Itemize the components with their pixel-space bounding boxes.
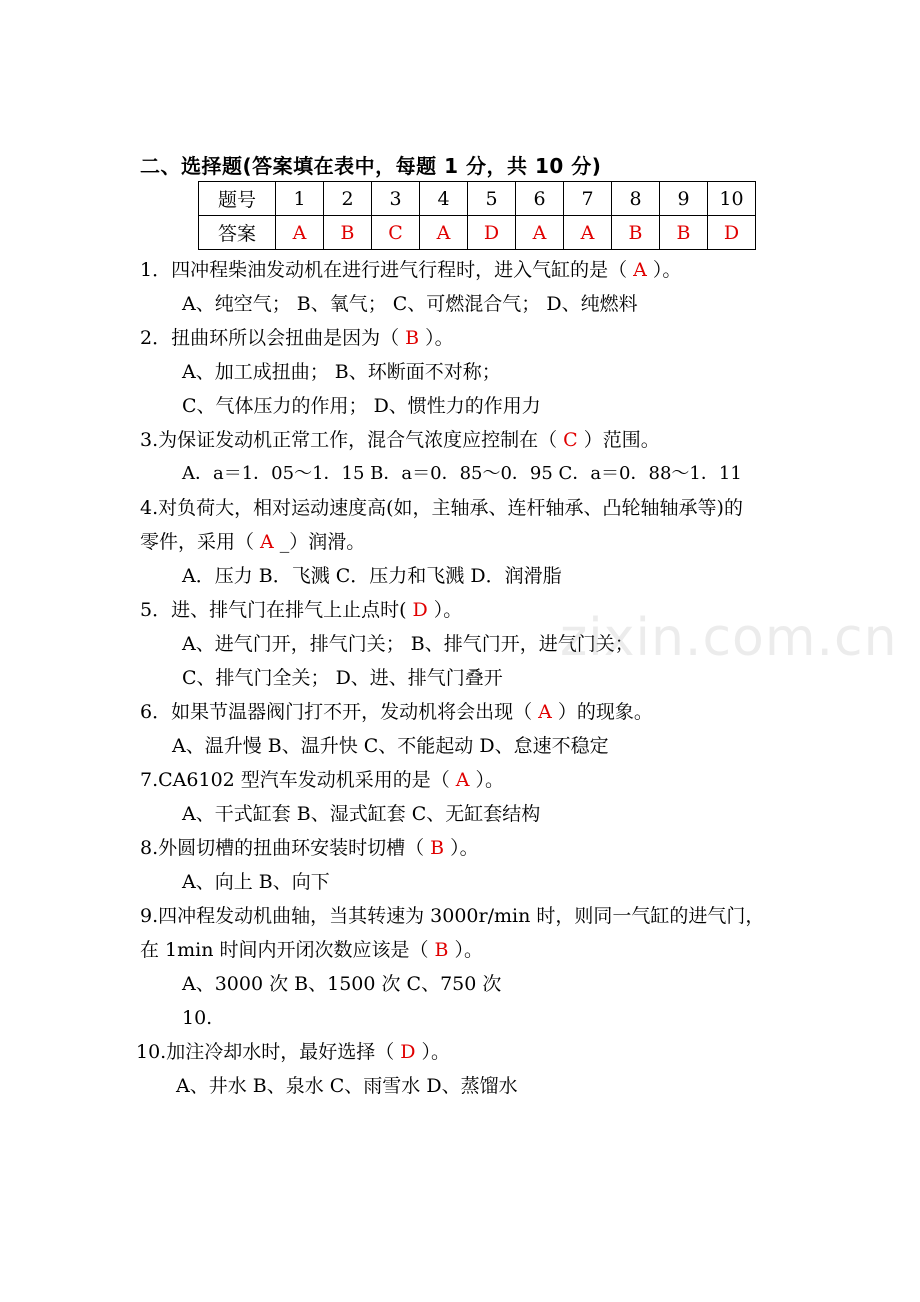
question-10-stem bbox=[136, 1039, 450, 1065]
question-2-options: A、加工成扭曲； B、环断面不对称； bbox=[182, 361, 501, 383]
question-3-options: A．a＝1．05～1．15 B．a＝0．85～0．95 C．a＝0．88～1．11 bbox=[182, 463, 742, 484]
question-3-stem bbox=[140, 427, 660, 453]
table-answer-cell: A bbox=[564, 216, 612, 250]
question-text: ）范围。 bbox=[583, 429, 660, 451]
question-answer: C bbox=[563, 429, 578, 451]
question-text: ）。 bbox=[433, 599, 463, 621]
question-4-stem bbox=[140, 529, 365, 555]
table-number-cell: 5 bbox=[468, 182, 516, 216]
section-title: 二、选择题(答案填在表中，每题 1 分，共 10 分) bbox=[140, 154, 602, 178]
table-header-number: 题号 bbox=[199, 182, 276, 216]
question-text: ）。 bbox=[652, 259, 682, 281]
question-9-options: A、3000 次 B、1500 次 C、750 次 bbox=[182, 973, 502, 995]
question-2-stem bbox=[140, 325, 454, 351]
question-text: 1．四冲程柴油发动机在进行进气行程时，进入气缸的是（ bbox=[140, 259, 628, 281]
question-text: 10.加注冷却水时，最好选择（ bbox=[136, 1041, 395, 1063]
question-answer: B bbox=[405, 327, 420, 349]
question-answer: D bbox=[412, 599, 428, 621]
question-text: 5．进、排气门在排气上止点时( bbox=[140, 599, 407, 621]
table-number-cell: 6 bbox=[516, 182, 564, 216]
table-header-answer: 答案 bbox=[199, 216, 276, 250]
question-answer: A bbox=[633, 259, 647, 281]
question-text: ）。 bbox=[475, 769, 505, 791]
question-text: _）润滑。 bbox=[279, 531, 366, 553]
question-8-options: A、向上 B、向下 bbox=[182, 871, 330, 893]
question-answer: A bbox=[538, 701, 552, 723]
question-text: 6．如果节温器阀门打不开，发动机将会出现（ bbox=[140, 701, 533, 723]
watermark: zixin.com.cn bbox=[560, 608, 898, 668]
question-5-options: A、进气门开，排气门关； B、排气门开，进气门关； bbox=[182, 633, 634, 655]
table-number-cell: 2 bbox=[324, 182, 372, 216]
answer-table-answer-row bbox=[199, 216, 756, 250]
question-text: 3.为保证发动机正常工作，混合气浓度应控制在（ bbox=[140, 429, 558, 451]
table-number-cell: 9 bbox=[660, 182, 708, 216]
table-number-cell: 4 bbox=[420, 182, 468, 216]
table-number-cell: 3 bbox=[372, 182, 420, 216]
table-answer-cell: A bbox=[420, 216, 468, 250]
question-text: 7.CA6102 型汽车发动机采用的是（ bbox=[140, 769, 450, 791]
question-text: 零件，采用（ bbox=[140, 531, 255, 553]
question-answer: B bbox=[434, 939, 449, 961]
table-answer-cell: D bbox=[468, 216, 516, 250]
question-answer: D bbox=[400, 1041, 416, 1063]
table-answer-cell: C bbox=[372, 216, 420, 250]
table-answer-cell: B bbox=[660, 216, 708, 250]
question-answer: A bbox=[260, 531, 274, 553]
table-number-cell: 7 bbox=[564, 182, 612, 216]
question-6-stem bbox=[140, 699, 653, 725]
question-9-stem: 9.四冲程发动机曲轴，当其转速为 3000r/min 时，则同一气缸的进气门， bbox=[140, 905, 765, 927]
answer-table bbox=[198, 181, 756, 250]
table-answer-cell: B bbox=[612, 216, 660, 250]
question-9-stem bbox=[140, 937, 483, 963]
question-1-stem bbox=[140, 257, 681, 283]
answer-table-number-row bbox=[199, 182, 756, 216]
question-text: 在 1min 时间内开闭次数应该是（ bbox=[140, 939, 429, 961]
question-text: 8.外圆切槽的扭曲环安装时切槽（ bbox=[140, 837, 425, 859]
question-5-stem bbox=[140, 597, 462, 623]
question-text: 2．扭曲环所以会扭曲是因为（ bbox=[140, 327, 400, 349]
table-answer-cell: B bbox=[324, 216, 372, 250]
question-answer: B bbox=[430, 837, 445, 859]
table-answer-cell: A bbox=[276, 216, 324, 250]
question-7-options: A、干式缸套 B、湿式缸套 C、无缸套结构 bbox=[182, 803, 541, 825]
question-text: ）。 bbox=[421, 1041, 450, 1063]
question-9-extra: 10. bbox=[182, 1007, 213, 1029]
question-1-options: A、纯空气； B、氧气； C、可燃混合气； D、纯燃料 bbox=[182, 293, 638, 315]
table-number-cell: 10 bbox=[708, 182, 756, 216]
table-number-cell: 1 bbox=[276, 182, 324, 216]
question-6-options: A、温升慢 B、温升快 C、不能起动 D、怠速不稳定 bbox=[172, 735, 609, 757]
table-answer-cell: D bbox=[708, 216, 756, 250]
question-answer: A bbox=[455, 769, 470, 791]
question-2-options: C、气体压力的作用； D、惯性力的作用力 bbox=[182, 395, 541, 417]
question-text: ）的现象。 bbox=[557, 701, 653, 723]
question-text: ）。 bbox=[450, 837, 479, 859]
question-7-stem bbox=[140, 767, 504, 793]
table-answer-cell: A bbox=[516, 216, 564, 250]
question-text: ）。 bbox=[454, 939, 483, 961]
question-10-options: A、井水 B、泉水 C、雨雪水 D、蒸馏水 bbox=[176, 1075, 518, 1097]
question-4-stem: 4.对负荷大，相对运动速度高(如，主轴承、连杆轴承、凸轮轴轴承等)的 bbox=[140, 497, 743, 519]
question-8-stem bbox=[140, 835, 479, 861]
question-text: ）。 bbox=[425, 327, 454, 349]
table-number-cell: 8 bbox=[612, 182, 660, 216]
question-5-options: C、排气门全关； D、进、排气门叠开 bbox=[182, 667, 503, 689]
question-4-options: A．压力 B．飞溅 C．压力和飞溅 D．润滑脂 bbox=[182, 565, 562, 587]
